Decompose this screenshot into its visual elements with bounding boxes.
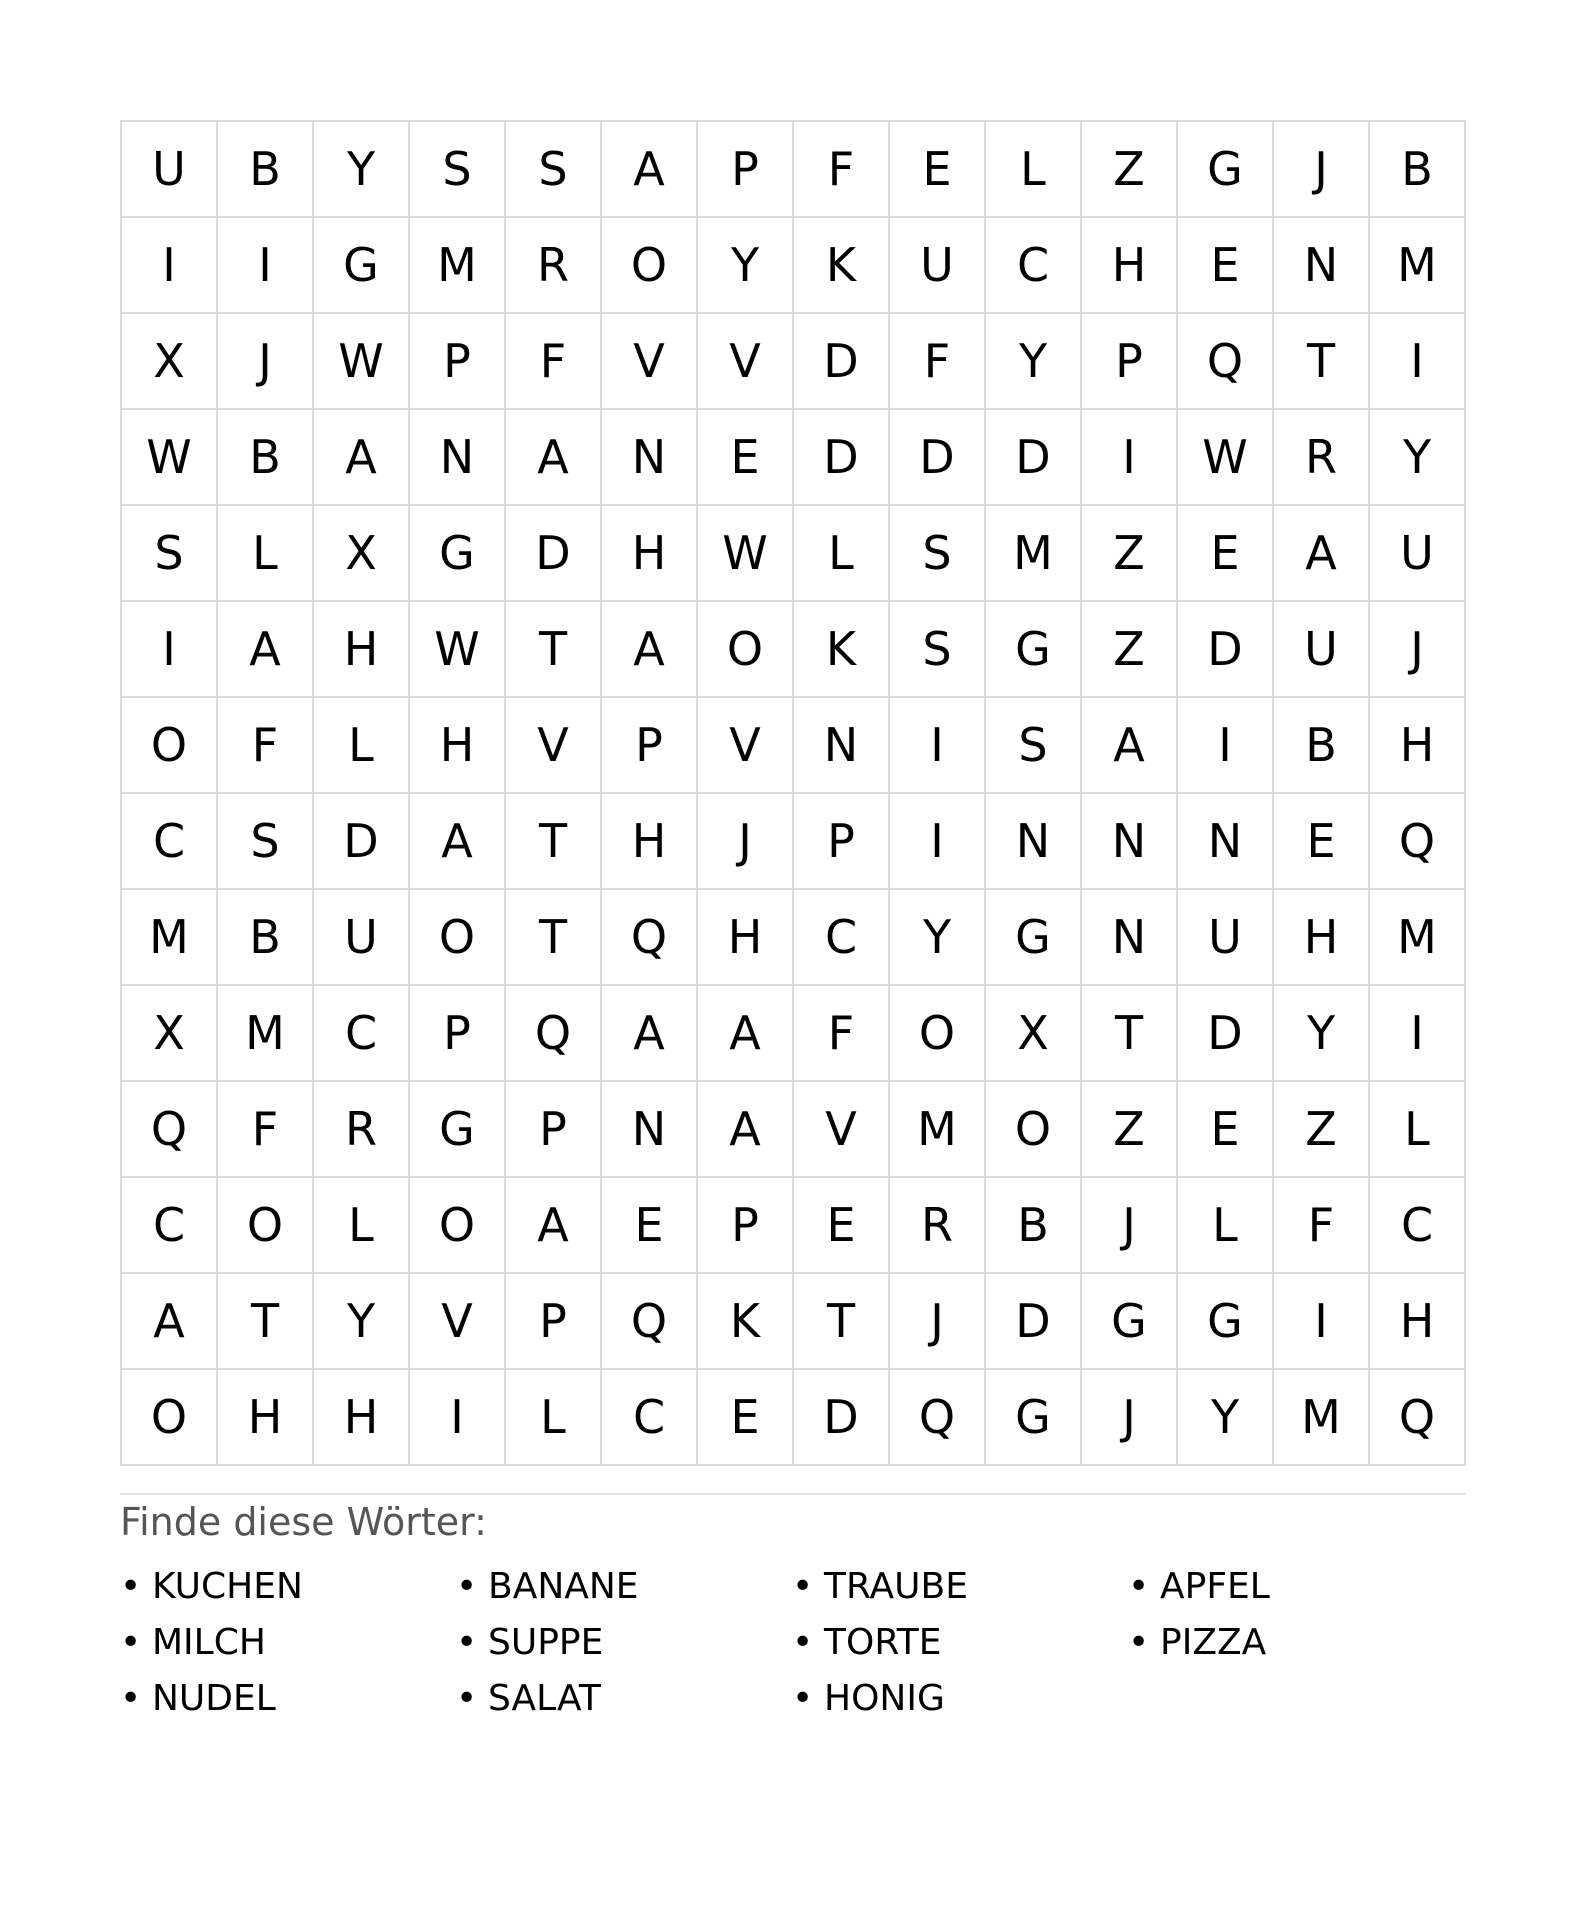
grid-cell[interactable]: S bbox=[890, 602, 986, 698]
grid-cell[interactable]: P bbox=[410, 314, 506, 410]
grid-cell[interactable]: F bbox=[218, 1082, 314, 1178]
grid-cell[interactable]: Q bbox=[122, 1082, 218, 1178]
grid-cell[interactable]: N bbox=[1082, 890, 1178, 986]
grid-cell[interactable]: A bbox=[122, 1274, 218, 1370]
word-label: SUPPE bbox=[488, 1621, 604, 1663]
grid-cell[interactable]: H bbox=[1082, 218, 1178, 314]
grid-cell[interactable]: T bbox=[1274, 314, 1370, 410]
grid-cell[interactable]: B bbox=[218, 122, 314, 218]
grid-cell[interactable]: L bbox=[218, 506, 314, 602]
bullet: • bbox=[456, 1565, 478, 1607]
grid-cell[interactable]: C bbox=[602, 1370, 698, 1466]
grid-cell[interactable]: R bbox=[506, 218, 602, 314]
word-label: SALAT bbox=[488, 1677, 601, 1719]
words-title: Finde diese Wörter: bbox=[120, 1500, 487, 1544]
grid-cell[interactable]: Z bbox=[1082, 122, 1178, 218]
grid-cell[interactable]: G bbox=[1178, 122, 1274, 218]
grid-cell[interactable]: O bbox=[602, 218, 698, 314]
grid-cell[interactable]: E bbox=[1274, 794, 1370, 890]
grid-cell[interactable]: D bbox=[986, 410, 1082, 506]
grid-cell[interactable]: S bbox=[218, 794, 314, 890]
grid-cell[interactable]: W bbox=[122, 410, 218, 506]
grid-cell[interactable]: H bbox=[698, 890, 794, 986]
grid-cell[interactable]: C bbox=[314, 986, 410, 1082]
word-label: TRAUBE bbox=[824, 1565, 968, 1607]
grid-cell[interactable]: I bbox=[122, 602, 218, 698]
grid-cell[interactable]: W bbox=[698, 506, 794, 602]
grid-cell[interactable]: E bbox=[602, 1178, 698, 1274]
bullet: • bbox=[792, 1677, 814, 1719]
grid-cell[interactable]: K bbox=[698, 1274, 794, 1370]
grid-cell[interactable]: I bbox=[1274, 1274, 1370, 1370]
grid-cell[interactable]: C bbox=[986, 218, 1082, 314]
grid-cell[interactable]: U bbox=[1178, 890, 1274, 986]
grid-cell[interactable]: A bbox=[698, 1082, 794, 1178]
grid-cell[interactable]: E bbox=[1178, 1082, 1274, 1178]
word-item bbox=[792, 1558, 1128, 1614]
grid-cell[interactable]: Q bbox=[890, 1370, 986, 1466]
grid-cell[interactable]: E bbox=[794, 1178, 890, 1274]
grid-cell[interactable]: T bbox=[794, 1274, 890, 1370]
grid-cell[interactable]: A bbox=[410, 794, 506, 890]
grid-cell[interactable]: Y bbox=[1274, 986, 1370, 1082]
grid-cell[interactable]: L bbox=[1370, 1082, 1466, 1178]
grid-cell[interactable]: J bbox=[1082, 1178, 1178, 1274]
grid-cell[interactable]: D bbox=[1178, 986, 1274, 1082]
grid-cell[interactable]: L bbox=[314, 698, 410, 794]
word-item bbox=[1128, 1558, 1464, 1614]
grid-cell[interactable]: H bbox=[602, 794, 698, 890]
grid-cell[interactable]: M bbox=[410, 218, 506, 314]
grid-cell[interactable]: M bbox=[890, 1082, 986, 1178]
grid-cell[interactable]: E bbox=[698, 410, 794, 506]
grid-cell[interactable]: E bbox=[1178, 218, 1274, 314]
grid-cell[interactable]: I bbox=[410, 1370, 506, 1466]
grid-cell[interactable]: G bbox=[410, 1082, 506, 1178]
grid-cell[interactable]: P bbox=[698, 122, 794, 218]
grid-cell[interactable]: F bbox=[218, 698, 314, 794]
grid-cell[interactable]: O bbox=[410, 890, 506, 986]
grid-cell[interactable]: L bbox=[314, 1178, 410, 1274]
word-item bbox=[456, 1614, 792, 1670]
grid-cell[interactable]: A bbox=[1274, 506, 1370, 602]
grid-cell[interactable]: A bbox=[314, 410, 410, 506]
grid-cell[interactable]: F bbox=[794, 122, 890, 218]
grid-cell[interactable]: W bbox=[314, 314, 410, 410]
grid-cell[interactable]: Q bbox=[506, 986, 602, 1082]
grid-cell[interactable]: M bbox=[986, 506, 1082, 602]
grid-cell[interactable]: N bbox=[986, 794, 1082, 890]
grid-cell[interactable]: G bbox=[410, 506, 506, 602]
word-item bbox=[120, 1558, 456, 1614]
grid-cell[interactable]: Y bbox=[1370, 410, 1466, 506]
grid-cell[interactable]: N bbox=[602, 1082, 698, 1178]
grid-cell[interactable]: N bbox=[1178, 794, 1274, 890]
grid-cell[interactable]: B bbox=[218, 890, 314, 986]
grid-cell[interactable]: V bbox=[794, 1082, 890, 1178]
grid-cell[interactable]: O bbox=[890, 986, 986, 1082]
grid-cell[interactable]: U bbox=[890, 218, 986, 314]
grid-cell[interactable]: R bbox=[314, 1082, 410, 1178]
grid-cell[interactable]: E bbox=[890, 122, 986, 218]
grid-cell[interactable]: V bbox=[698, 698, 794, 794]
grid-cell[interactable]: O bbox=[698, 602, 794, 698]
grid-cell[interactable]: H bbox=[1370, 698, 1466, 794]
grid-cell[interactable]: K bbox=[794, 602, 890, 698]
grid-cell[interactable]: B bbox=[986, 1178, 1082, 1274]
grid-cell[interactable]: U bbox=[122, 122, 218, 218]
grid-cell[interactable]: N bbox=[602, 410, 698, 506]
grid-cell[interactable]: R bbox=[890, 1178, 986, 1274]
grid-cell[interactable]: L bbox=[794, 506, 890, 602]
grid-cell[interactable]: M bbox=[1274, 1370, 1370, 1466]
bullet: • bbox=[120, 1621, 142, 1663]
grid-cell[interactable]: T bbox=[506, 794, 602, 890]
grid-cell[interactable]: H bbox=[314, 1370, 410, 1466]
bullet: • bbox=[456, 1677, 478, 1719]
grid-cell[interactable]: H bbox=[1370, 1274, 1466, 1370]
word-search-grid bbox=[120, 120, 1466, 1466]
grid-cell[interactable]: P bbox=[698, 1178, 794, 1274]
grid-cell[interactable]: Q bbox=[1370, 1370, 1466, 1466]
grid-cell[interactable]: H bbox=[1274, 890, 1370, 986]
grid-cell[interactable]: Y bbox=[698, 218, 794, 314]
word-label: TORTE bbox=[824, 1621, 942, 1663]
grid-cell[interactable]: N bbox=[410, 410, 506, 506]
word-item bbox=[792, 1670, 1128, 1726]
grid-cell[interactable]: A bbox=[602, 122, 698, 218]
grid-cell[interactable]: P bbox=[506, 1274, 602, 1370]
grid-cell[interactable]: G bbox=[1082, 1274, 1178, 1370]
word-list bbox=[120, 1558, 1466, 1726]
grid-cell[interactable]: Q bbox=[602, 1274, 698, 1370]
bullet: • bbox=[792, 1621, 814, 1663]
grid-cell[interactable]: I bbox=[1082, 410, 1178, 506]
grid-cell[interactable]: G bbox=[314, 218, 410, 314]
divider bbox=[120, 1493, 1466, 1495]
grid-cell[interactable]: I bbox=[1370, 986, 1466, 1082]
word-label: HONIG bbox=[824, 1677, 945, 1719]
grid-cell[interactable]: J bbox=[1082, 1370, 1178, 1466]
word-label: KUCHEN bbox=[152, 1565, 303, 1607]
grid-cell[interactable]: L bbox=[506, 1370, 602, 1466]
grid-cell[interactable]: V bbox=[602, 314, 698, 410]
grid-cell[interactable]: C bbox=[122, 794, 218, 890]
bullet: • bbox=[1128, 1621, 1150, 1663]
grid-cell[interactable]: K bbox=[794, 218, 890, 314]
word-label: PIZZA bbox=[1160, 1621, 1267, 1663]
bullet: • bbox=[456, 1621, 478, 1663]
grid-cell[interactable]: P bbox=[794, 794, 890, 890]
grid-cell[interactable]: O bbox=[410, 1178, 506, 1274]
grid-cell[interactable]: U bbox=[1370, 506, 1466, 602]
grid-cell[interactable]: F bbox=[506, 314, 602, 410]
grid-cell[interactable]: Q bbox=[1370, 794, 1466, 890]
grid-cell[interactable]: A bbox=[506, 1178, 602, 1274]
grid-cell[interactable]: Z bbox=[1082, 1082, 1178, 1178]
grid-cell[interactable]: O bbox=[218, 1178, 314, 1274]
bullet: • bbox=[120, 1677, 142, 1719]
grid-cell[interactable]: G bbox=[986, 890, 1082, 986]
grid-cell[interactable]: S bbox=[410, 122, 506, 218]
grid-cell[interactable]: I bbox=[122, 218, 218, 314]
grid-cell[interactable]: G bbox=[986, 1370, 1082, 1466]
grid-cell[interactable]: A bbox=[1082, 698, 1178, 794]
grid-cell[interactable]: I bbox=[890, 794, 986, 890]
grid-cell[interactable]: J bbox=[1370, 602, 1466, 698]
grid-cell[interactable]: A bbox=[698, 986, 794, 1082]
grid-cell[interactable]: D bbox=[794, 1370, 890, 1466]
grid-cell[interactable]: X bbox=[314, 506, 410, 602]
grid-cell[interactable]: M bbox=[1370, 218, 1466, 314]
grid-cell[interactable]: S bbox=[890, 506, 986, 602]
grid-cell[interactable]: H bbox=[410, 698, 506, 794]
grid-cell[interactable]: J bbox=[1274, 122, 1370, 218]
grid-cell[interactable]: A bbox=[218, 602, 314, 698]
grid-cell[interactable]: X bbox=[122, 314, 218, 410]
word-label: BANANE bbox=[488, 1565, 639, 1607]
grid-cell[interactable]: Z bbox=[1082, 506, 1178, 602]
grid-cell[interactable]: P bbox=[506, 1082, 602, 1178]
grid-cell[interactable]: H bbox=[602, 506, 698, 602]
grid-cell[interactable]: D bbox=[890, 410, 986, 506]
grid-cell[interactable]: J bbox=[890, 1274, 986, 1370]
grid-cell[interactable]: I bbox=[218, 218, 314, 314]
word-item bbox=[120, 1670, 456, 1726]
grid-cell[interactable]: M bbox=[1370, 890, 1466, 986]
grid-cell[interactable]: N bbox=[1274, 218, 1370, 314]
word-item bbox=[456, 1670, 792, 1726]
grid-cell[interactable]: V bbox=[506, 698, 602, 794]
grid-cell[interactable]: N bbox=[1082, 794, 1178, 890]
grid-cell[interactable]: Y bbox=[1178, 1370, 1274, 1466]
grid-cell[interactable]: A bbox=[506, 410, 602, 506]
grid-cell[interactable]: H bbox=[218, 1370, 314, 1466]
grid-cell[interactable]: Z bbox=[1082, 602, 1178, 698]
grid-cell[interactable]: P bbox=[410, 986, 506, 1082]
grid-cell[interactable]: P bbox=[602, 698, 698, 794]
grid-cell[interactable]: Q bbox=[1178, 314, 1274, 410]
grid-cell[interactable]: E bbox=[1178, 506, 1274, 602]
grid-cell[interactable]: X bbox=[986, 986, 1082, 1082]
grid-cell[interactable]: F bbox=[1274, 1178, 1370, 1274]
grid-cell[interactable]: S bbox=[122, 506, 218, 602]
grid-cell[interactable]: Y bbox=[986, 314, 1082, 410]
grid-cell[interactable]: D bbox=[506, 506, 602, 602]
grid-cell[interactable]: W bbox=[410, 602, 506, 698]
word-label: MILCH bbox=[152, 1621, 266, 1663]
grid-cell[interactable]: Q bbox=[602, 890, 698, 986]
grid-cell[interactable]: G bbox=[986, 602, 1082, 698]
grid-cell[interactable]: P bbox=[1082, 314, 1178, 410]
grid-cell[interactable]: O bbox=[122, 698, 218, 794]
bullet: • bbox=[1128, 1565, 1150, 1607]
grid-cell[interactable]: I bbox=[1370, 314, 1466, 410]
grid-cell[interactable]: I bbox=[1178, 698, 1274, 794]
grid-cell[interactable]: L bbox=[1178, 1178, 1274, 1274]
grid-cell[interactable]: V bbox=[698, 314, 794, 410]
grid-cell[interactable]: Y bbox=[314, 122, 410, 218]
word-item bbox=[120, 1614, 456, 1670]
grid-cell[interactable]: C bbox=[1370, 1178, 1466, 1274]
grid-cell[interactable]: I bbox=[890, 698, 986, 794]
grid-cell[interactable]: G bbox=[1178, 1274, 1274, 1370]
grid-cell[interactable]: J bbox=[698, 794, 794, 890]
word-label: NUDEL bbox=[152, 1677, 276, 1719]
grid-cell[interactable]: D bbox=[986, 1274, 1082, 1370]
grid-cell[interactable]: D bbox=[794, 410, 890, 506]
grid-cell[interactable]: M bbox=[122, 890, 218, 986]
grid-cell[interactable]: W bbox=[1178, 410, 1274, 506]
grid-cell[interactable]: H bbox=[314, 602, 410, 698]
grid-cell[interactable]: T bbox=[1082, 986, 1178, 1082]
grid-cell[interactable]: V bbox=[410, 1274, 506, 1370]
grid-cell[interactable]: A bbox=[602, 602, 698, 698]
word-label: APFEL bbox=[1160, 1565, 1270, 1607]
grid-cell[interactable]: A bbox=[602, 986, 698, 1082]
grid-cell[interactable]: S bbox=[986, 698, 1082, 794]
grid-cell[interactable]: D bbox=[314, 794, 410, 890]
grid-cell[interactable]: E bbox=[698, 1370, 794, 1466]
grid-cell[interactable]: Z bbox=[1274, 1082, 1370, 1178]
grid-cell[interactable]: N bbox=[794, 698, 890, 794]
grid-cell[interactable]: C bbox=[122, 1178, 218, 1274]
word-item bbox=[456, 1558, 792, 1614]
grid-cell[interactable]: F bbox=[794, 986, 890, 1082]
bullet: • bbox=[792, 1565, 814, 1607]
grid-cell[interactable]: B bbox=[1370, 122, 1466, 218]
grid-cell[interactable]: T bbox=[506, 602, 602, 698]
grid-cell[interactable]: T bbox=[506, 890, 602, 986]
bullet: • bbox=[120, 1565, 142, 1607]
grid-cell[interactable]: O bbox=[986, 1082, 1082, 1178]
grid-cell[interactable]: B bbox=[218, 410, 314, 506]
grid-cell[interactable]: J bbox=[218, 314, 314, 410]
grid-cell[interactable]: F bbox=[890, 314, 986, 410]
grid-cell[interactable]: O bbox=[122, 1370, 218, 1466]
grid-cell[interactable]: U bbox=[314, 890, 410, 986]
word-item bbox=[792, 1614, 1128, 1670]
grid-cell[interactable]: B bbox=[1274, 698, 1370, 794]
word-item bbox=[1128, 1614, 1464, 1670]
grid-cell[interactable]: U bbox=[1274, 602, 1370, 698]
grid-cell[interactable]: C bbox=[794, 890, 890, 986]
grid-cell[interactable]: T bbox=[218, 1274, 314, 1370]
grid-cell[interactable]: X bbox=[122, 986, 218, 1082]
grid-cell[interactable]: Y bbox=[890, 890, 986, 986]
grid-cell[interactable]: L bbox=[986, 122, 1082, 218]
grid-cell[interactable]: M bbox=[218, 986, 314, 1082]
grid-cell[interactable]: D bbox=[1178, 602, 1274, 698]
grid-cell[interactable]: R bbox=[1274, 410, 1370, 506]
grid-cell[interactable]: D bbox=[794, 314, 890, 410]
grid-cell[interactable]: S bbox=[506, 122, 602, 218]
grid-cell[interactable]: Y bbox=[314, 1274, 410, 1370]
